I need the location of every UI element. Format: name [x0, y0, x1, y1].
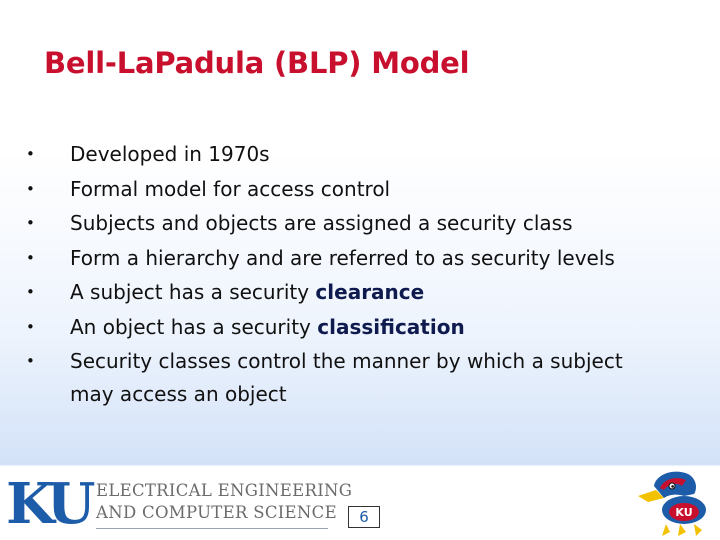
bullet-text: An object has a security	[70, 314, 318, 339]
bullet-text: A subject has a security	[70, 280, 316, 304]
page-number: 6	[348, 506, 380, 528]
bullet-list	[26, 137, 696, 409]
list-item	[26, 344, 696, 409]
bullet-text-continuation: may access an object	[70, 381, 287, 406]
bullet-icon: •	[26, 317, 35, 336]
list-item	[26, 275, 696, 310]
footer	[0, 466, 720, 540]
list-item	[26, 241, 696, 276]
bullet-text: Developed in 1970s	[70, 142, 270, 166]
bullet-icon: •	[26, 145, 35, 163]
list-item	[26, 172, 696, 207]
bullet-text: Formal model for access control	[70, 176, 391, 201]
list-item	[26, 206, 696, 241]
bullet-icon: •	[26, 179, 35, 198]
bullet-text: Security classes control the manner by which a subject	[70, 349, 623, 373]
bullet-text: Form a hierarchy and are referred to as security levels	[70, 245, 615, 270]
bullet-icon: •	[26, 214, 35, 232]
slide-title: Bell-LaPadula (BLP) Model	[44, 46, 470, 80]
bullet-icon: •	[26, 352, 35, 370]
bullet-icon: •	[26, 248, 35, 267]
list-item	[26, 137, 696, 172]
department-name-line-2: AND COMPUTER SCIENCE	[96, 503, 337, 522]
department-name-line-1: ELECTRICAL ENGINEERING	[96, 481, 353, 500]
emphasis-classification: classification	[317, 314, 465, 339]
bullet-text: Subjects and objects are assigned a security class	[70, 211, 573, 235]
department-divider	[96, 528, 328, 529]
mascot-text: KU	[675, 506, 693, 519]
list-item	[26, 310, 696, 345]
emphasis-clearance: clearance	[315, 280, 425, 304]
ku-logo: KU	[6, 471, 90, 537]
bullet-icon: •	[26, 283, 35, 301]
mascot-label	[634, 466, 714, 538]
